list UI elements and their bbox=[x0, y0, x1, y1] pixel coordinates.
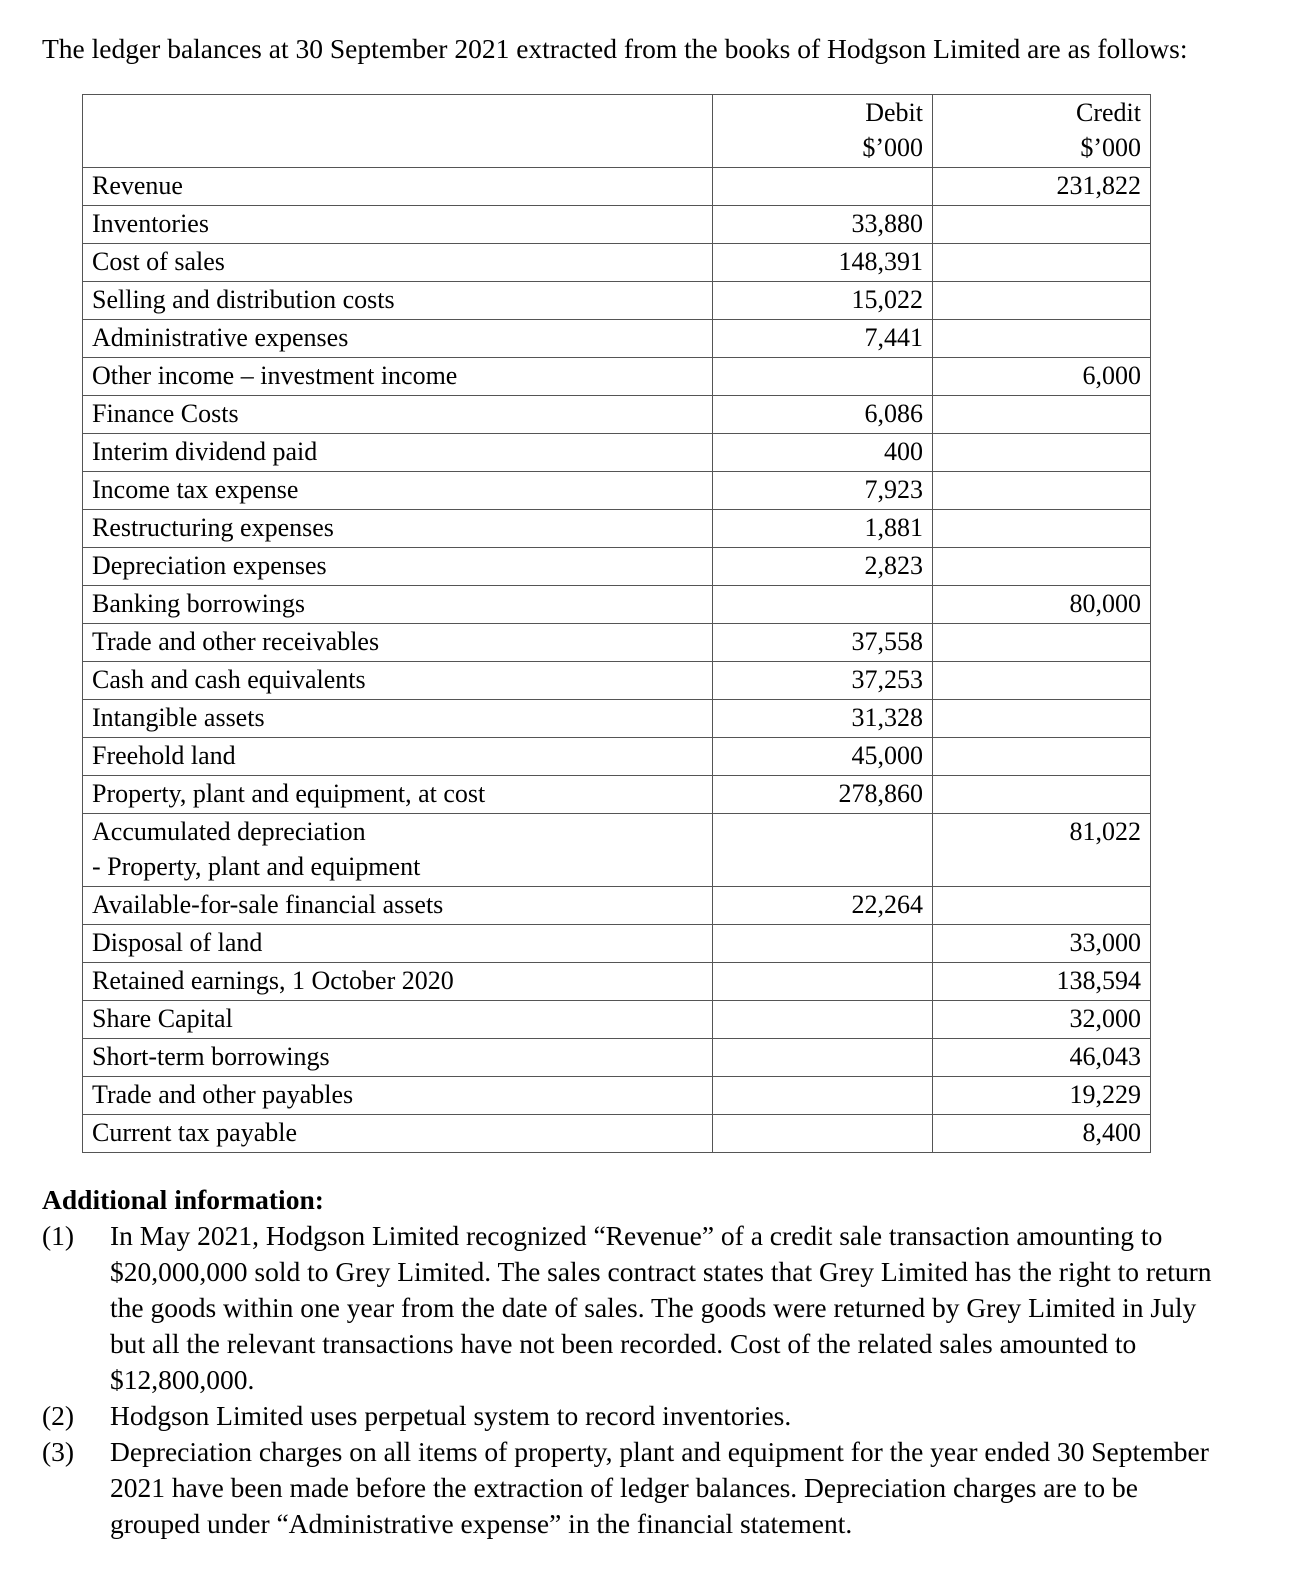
ledger-table-body bbox=[83, 95, 1151, 1153]
row-label-cell: Freehold land bbox=[83, 738, 713, 776]
row-debit-cell: 278,860 bbox=[713, 776, 933, 814]
note-item bbox=[42, 1218, 1222, 1398]
ledger-balances-table bbox=[82, 94, 1151, 1153]
note-marker: (3) bbox=[42, 1436, 75, 1467]
row-debit-cell bbox=[713, 1115, 933, 1153]
row-credit-cell: 80,000 bbox=[933, 586, 1151, 624]
table-row bbox=[83, 1039, 1151, 1077]
row-credit-cell bbox=[933, 662, 1151, 700]
row-credit-cell: 81,022 bbox=[933, 814, 1151, 887]
row-debit-cell: 400 bbox=[713, 434, 933, 472]
row-label-line-2: - Property, plant and equipment bbox=[92, 852, 421, 881]
row-label-cell: Trade and other receivables bbox=[83, 624, 713, 662]
row-label-cell: Income tax expense bbox=[83, 472, 713, 510]
row-debit-cell bbox=[713, 925, 933, 963]
table-row bbox=[83, 396, 1151, 434]
row-credit-cell bbox=[933, 700, 1151, 738]
row-debit-cell: 1,881 bbox=[713, 510, 933, 548]
row-debit-cell bbox=[713, 814, 933, 887]
row-credit-cell: 231,822 bbox=[933, 168, 1151, 206]
table-row bbox=[83, 1077, 1151, 1115]
table-row bbox=[83, 1001, 1151, 1039]
note-text: Depreciation charges on all items of property, plant and equipment for the year ended 30 September 2021 have been made before the extraction of ledger balances. Depreciation charges are to be grouped under “Administrative expense” in the financial statement. bbox=[110, 1436, 1209, 1539]
row-credit-cell bbox=[933, 472, 1151, 510]
row-label-cell: Short-term borrowings bbox=[83, 1039, 713, 1077]
row-label-cell: Inventories bbox=[83, 206, 713, 244]
row-label-cell: Finance Costs bbox=[83, 396, 713, 434]
row-debit-cell: 37,253 bbox=[713, 662, 933, 700]
row-label-cell: Banking borrowings bbox=[83, 586, 713, 624]
header-credit-cell bbox=[933, 95, 1151, 168]
row-credit-cell: 33,000 bbox=[933, 925, 1151, 963]
row-debit-cell: 7,923 bbox=[713, 472, 933, 510]
row-credit-cell bbox=[933, 510, 1151, 548]
note-item bbox=[42, 1398, 1222, 1434]
header-debit-label: Debit bbox=[865, 98, 923, 127]
row-debit-cell: 2,823 bbox=[713, 548, 933, 586]
row-credit-cell: 46,043 bbox=[933, 1039, 1151, 1077]
row-label-cell: Retained earnings, 1 October 2020 bbox=[83, 963, 713, 1001]
row-debit-cell bbox=[713, 1039, 933, 1077]
note-text: Hodgson Limited uses perpetual system to record inventories. bbox=[110, 1400, 792, 1431]
table-row bbox=[83, 168, 1151, 206]
table-row bbox=[83, 1115, 1151, 1153]
row-credit-cell bbox=[933, 548, 1151, 586]
table-row bbox=[83, 624, 1151, 662]
row-label-cell: Trade and other payables bbox=[83, 1077, 713, 1115]
table-row bbox=[83, 776, 1151, 814]
table-row bbox=[83, 206, 1151, 244]
row-label-cell: Cash and cash equivalents bbox=[83, 662, 713, 700]
ledger-balances-table-container bbox=[82, 94, 1150, 1153]
header-credit-units: $’000 bbox=[1080, 133, 1141, 162]
row-label-line-1: Accumulated depreciation bbox=[92, 817, 366, 846]
table-row bbox=[83, 700, 1151, 738]
row-debit-cell: 31,328 bbox=[713, 700, 933, 738]
row-credit-cell: 19,229 bbox=[933, 1077, 1151, 1115]
table-row bbox=[83, 282, 1151, 320]
row-credit-cell bbox=[933, 320, 1151, 358]
row-debit-cell: 33,880 bbox=[713, 206, 933, 244]
additional-information-notes-list bbox=[42, 1218, 1222, 1542]
row-debit-cell: 6,086 bbox=[713, 396, 933, 434]
row-label-cell: Available-for-sale financial assets bbox=[83, 887, 713, 925]
row-label-cell: Property, plant and equipment, at cost bbox=[83, 776, 713, 814]
table-row bbox=[83, 887, 1151, 925]
note-item bbox=[42, 1434, 1222, 1542]
row-label-cell: Revenue bbox=[83, 168, 713, 206]
row-credit-cell: 6,000 bbox=[933, 358, 1151, 396]
row-label-cell: Depreciation expenses bbox=[83, 548, 713, 586]
row-credit-cell bbox=[933, 887, 1151, 925]
row-credit-cell bbox=[933, 776, 1151, 814]
row-credit-cell bbox=[933, 206, 1151, 244]
row-debit-cell bbox=[713, 358, 933, 396]
row-label-cell: Restructuring expenses bbox=[83, 510, 713, 548]
table-row bbox=[83, 510, 1151, 548]
note-text: In May 2021, Hodgson Limited recognized “Revenue” of a credit sale transaction amounting to $20,000,000 sold to Grey Limited. The sales contract states that Grey Limited has the right to return the goods within one year from the date of sales. The goods were returned by Grey Limited in July but all the relevant transactions have not been recorded. Cost of the related sales amounted to $12,800,000. bbox=[110, 1220, 1212, 1395]
intro-paragraph: The ledger balances at 30 September 2021 extracted from the books of Hodgson Limited are as follows: bbox=[42, 32, 1188, 64]
table-row bbox=[83, 586, 1151, 624]
row-debit-cell: 15,022 bbox=[713, 282, 933, 320]
row-credit-cell bbox=[933, 738, 1151, 776]
row-label-cell: Intangible assets bbox=[83, 700, 713, 738]
row-label-cell: Selling and distribution costs bbox=[83, 282, 713, 320]
row-debit-cell: 37,558 bbox=[713, 624, 933, 662]
table-row bbox=[83, 320, 1151, 358]
row-credit-cell: 32,000 bbox=[933, 1001, 1151, 1039]
header-credit-label: Credit bbox=[1076, 98, 1141, 127]
header-debit-cell bbox=[713, 95, 933, 168]
note-marker: (2) bbox=[42, 1400, 75, 1431]
row-debit-cell bbox=[713, 963, 933, 1001]
row-debit-cell bbox=[713, 1077, 933, 1115]
row-debit-cell: 148,391 bbox=[713, 244, 933, 282]
row-debit-cell bbox=[713, 168, 933, 206]
row-label-cell: Administrative expenses bbox=[83, 320, 713, 358]
row-label-cell: Interim dividend paid bbox=[83, 434, 713, 472]
row-debit-cell bbox=[713, 586, 933, 624]
table-row bbox=[83, 548, 1151, 586]
table-row bbox=[83, 434, 1151, 472]
row-credit-cell bbox=[933, 396, 1151, 434]
row-label-cell: Cost of sales bbox=[83, 244, 713, 282]
row-debit-cell: 22,264 bbox=[713, 887, 933, 925]
table-row bbox=[83, 925, 1151, 963]
additional-information-heading: Additional information: bbox=[42, 1184, 324, 1215]
row-credit-cell: 8,400 bbox=[933, 1115, 1151, 1153]
additional-information-section bbox=[42, 1182, 1222, 1542]
row-debit-cell: 45,000 bbox=[713, 738, 933, 776]
note-marker: (1) bbox=[42, 1220, 75, 1251]
row-credit-cell: 138,594 bbox=[933, 963, 1151, 1001]
row-label-cell: Current tax payable bbox=[83, 1115, 713, 1153]
table-row bbox=[83, 963, 1151, 1001]
row-credit-cell bbox=[933, 282, 1151, 320]
row-label-cell: Share Capital bbox=[83, 1001, 713, 1039]
header-blank-cell bbox=[83, 95, 713, 168]
row-credit-cell bbox=[933, 624, 1151, 662]
row-debit-cell bbox=[713, 1001, 933, 1039]
table-header-row bbox=[83, 95, 1151, 168]
table-row bbox=[83, 358, 1151, 396]
table-row bbox=[83, 814, 1151, 887]
row-label-cell: Other income – investment income bbox=[83, 358, 713, 396]
header-debit-units: $’000 bbox=[862, 133, 923, 162]
table-row bbox=[83, 472, 1151, 510]
table-row bbox=[83, 738, 1151, 776]
row-debit-cell: 7,441 bbox=[713, 320, 933, 358]
table-row bbox=[83, 244, 1151, 282]
row-label-cell bbox=[83, 814, 713, 887]
row-credit-cell bbox=[933, 244, 1151, 282]
table-row bbox=[83, 662, 1151, 700]
row-credit-cell bbox=[933, 434, 1151, 472]
row-label-cell: Disposal of land bbox=[83, 925, 713, 963]
